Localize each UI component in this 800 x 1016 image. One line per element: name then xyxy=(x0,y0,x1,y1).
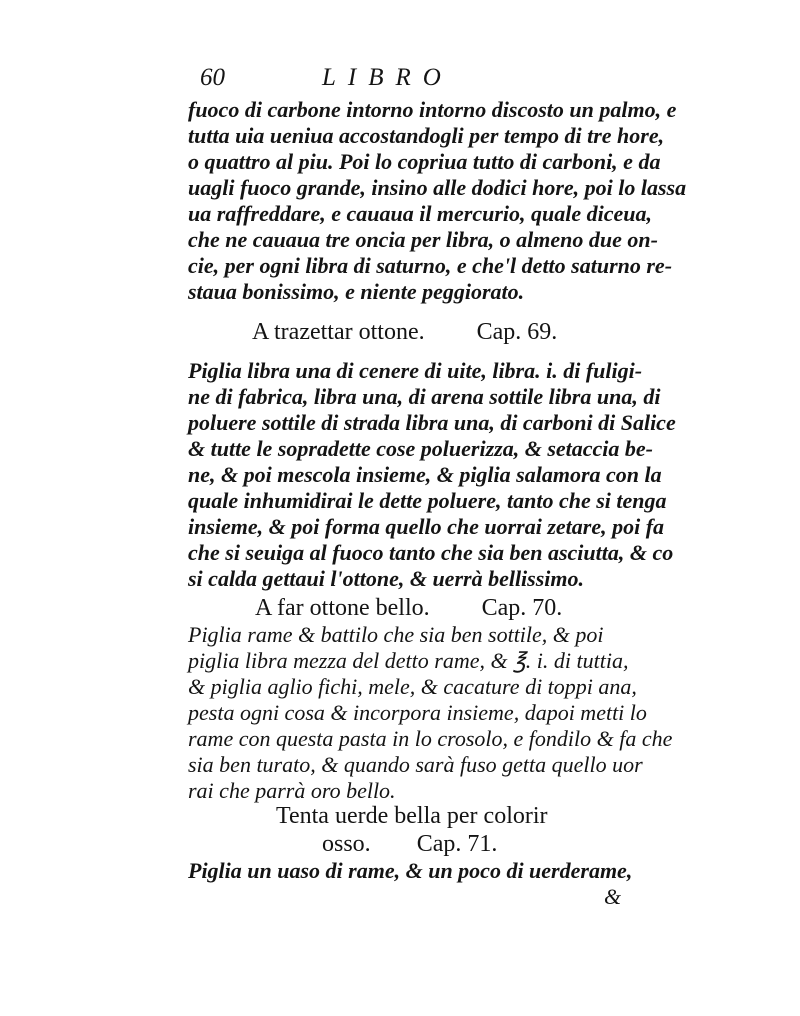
page-number: 60 xyxy=(200,64,225,91)
text-line: & tutte le sopradette cose poluerizza, & setaccia be- xyxy=(188,436,653,461)
text-line: rame con questa pasta in lo crosolo, e fondilo & fa che xyxy=(188,726,673,751)
text-line: ne di fabrica, libra una, di arena sottile libra una, di xyxy=(188,384,661,409)
text-line: Piglia rame & battilo che sia ben sottile, & poi xyxy=(188,622,604,647)
chapter-title-continuation: osso. xyxy=(322,831,371,857)
text-line: si calda gettaui l'ottone, & uerrà bellissimo. xyxy=(188,566,585,591)
text-line: Piglia un uaso di rame, & un poco di uerderame, xyxy=(188,858,633,883)
text-line: tutta uia ueniua accostandogli per tempo di tre hore, xyxy=(188,123,665,148)
text-line: staua bonissimo, e niente peggiorato. xyxy=(188,279,525,304)
text-line: rai che parrà oro bello. xyxy=(188,778,396,803)
text-line: piglia libra mezza del detto rame, & ℥. i. di tuttia, xyxy=(188,648,629,673)
chapter-69-heading xyxy=(252,318,557,346)
text-line: che ne cauaua tre oncia per libra, o almeno due on- xyxy=(188,227,658,252)
text-line: o quattro al piu. Poi lo copriua tutto di carboni, e da xyxy=(188,149,661,174)
prev-chapter-text xyxy=(188,97,687,305)
text-line: che si seuiga al fuoco tanto che sia ben asciutta, & co xyxy=(188,540,674,565)
text-line: sia ben turato, & quando sarà fuso getta quello uor xyxy=(188,752,643,777)
text-line: uagli fuoco grande, insino alle dodici hore, poi lo lassa xyxy=(188,175,687,200)
text-line: insieme, & poi forma quello che uorrai zetare, poi fa xyxy=(188,514,665,539)
text-line: cie, per ogni libra di saturno, e che'l detto saturno re- xyxy=(188,253,673,278)
text-line: Piglia libra una di cenere di uite, libra. i. di fuligi- xyxy=(188,358,643,383)
chapter-title: A trazettar ottone. xyxy=(252,319,425,345)
catchword: & xyxy=(604,884,622,909)
chapter-70-text xyxy=(188,622,673,804)
running-head: LIBRO xyxy=(322,64,453,91)
text-line: quale inhumidirai le dette poluere, tanto che si tenga xyxy=(188,488,667,513)
chapter-title: A far ottone bello. xyxy=(255,595,430,621)
text-line: ua raffreddare, e cauaua il mercurio, quale diceua, xyxy=(188,201,653,226)
chapter-number: Cap. 69. xyxy=(476,319,558,345)
text-line: & piglia aglio fichi, mele, & cacature di toppi ana, xyxy=(188,674,637,699)
chapter-title: Tenta uerde bella per colorir xyxy=(276,803,548,829)
chapter-71-text xyxy=(188,858,648,884)
page-header xyxy=(200,64,520,94)
chapter-number: Cap. 71. xyxy=(416,831,498,857)
chapter-71-heading-line2 xyxy=(322,830,497,858)
chapter-number: Cap. 70. xyxy=(481,595,563,621)
text-line: poluere sottile di strada libra una, di carboni di Salice xyxy=(188,410,676,435)
text-line: ne, & poi mescola insieme, & piglia salamora con la xyxy=(188,462,662,487)
chapter-71-heading-line1 xyxy=(276,802,548,830)
text-line: fuoco di carbone intorno intorno discosto un palmo, e xyxy=(188,97,677,122)
chapter-69-text xyxy=(188,358,676,592)
text-line: pesta ogni cosa & incorpora insieme, dapoi metti lo xyxy=(188,700,647,725)
chapter-70-heading xyxy=(255,594,562,622)
